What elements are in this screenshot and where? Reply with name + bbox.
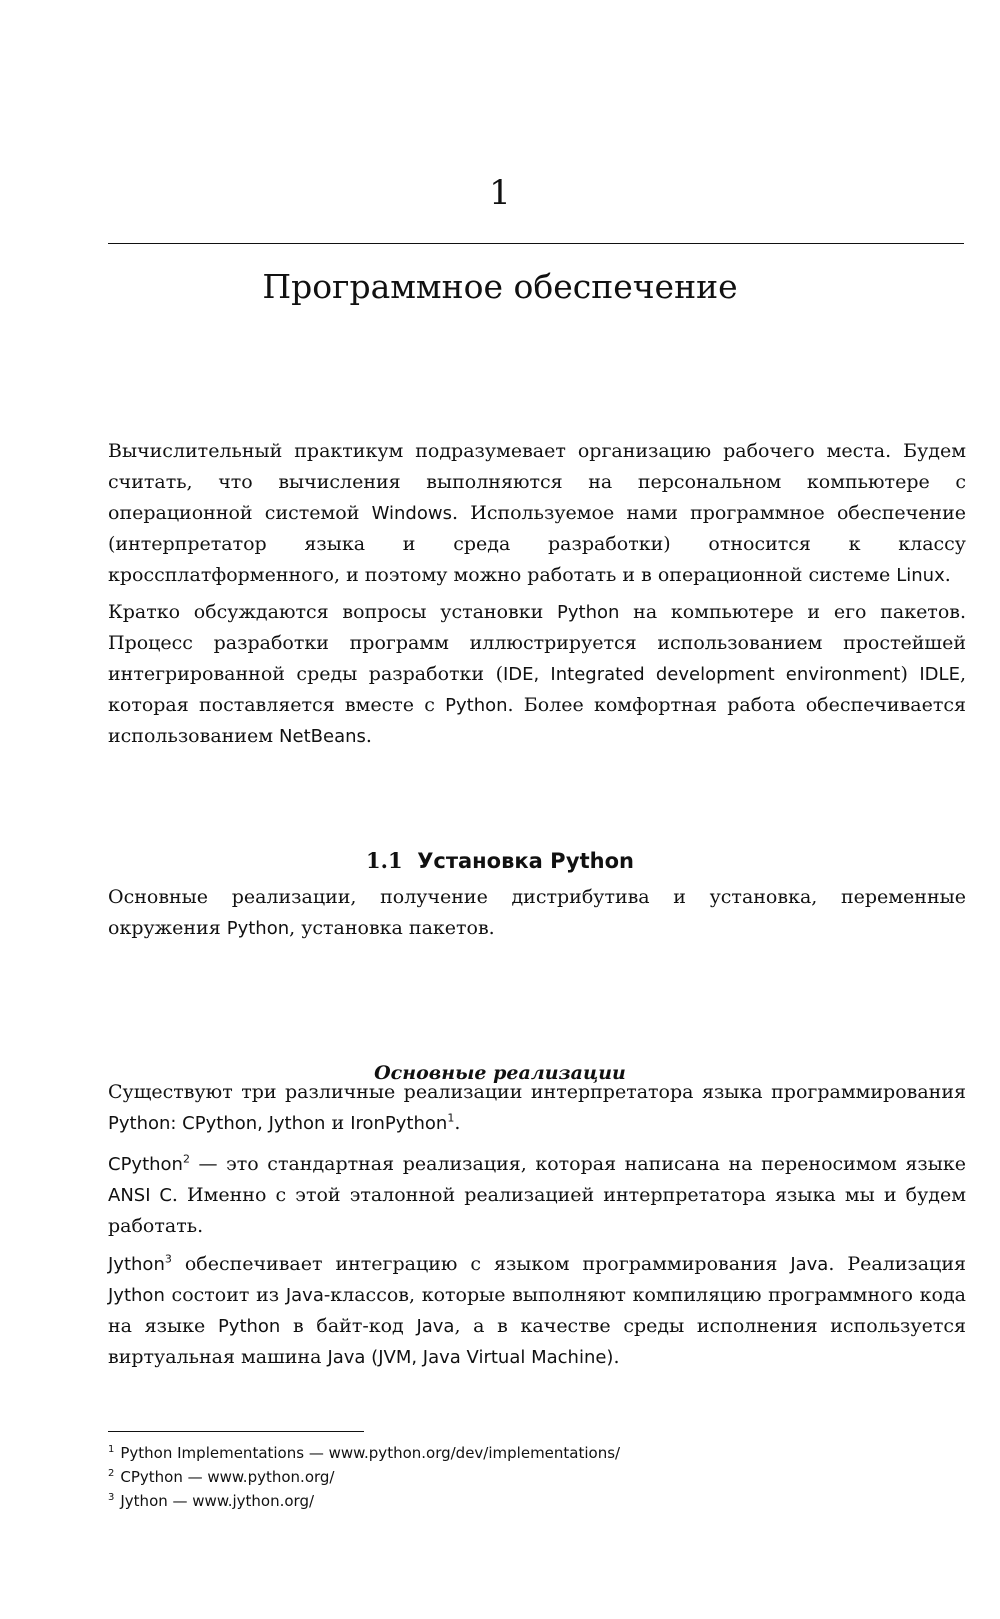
footnote-3: $^3$ Jython — www.jython.org/	[108, 1492, 315, 1510]
footnote-ref-3: 3	[164, 1252, 172, 1266]
chapter-divider	[108, 243, 964, 244]
subsection-paragraph-1: Существуют три различные реализации интерпретатора языка программирования Python: CPython, Jython и IronPython$^1$.	[108, 1081, 966, 1134]
footnote-1: $^1$ Python Implementations — www.python.org/dev/implementations/	[108, 1444, 621, 1462]
section-paragraph-1: Основные реализации, получение дистрибутива и установка, переменные окружения Python, установка пакетов.	[108, 886, 966, 939]
section-title: Установка Python	[417, 849, 634, 873]
footnote-ref-1: 1	[447, 1111, 455, 1125]
chapter-title: Программное обеспечение	[262, 267, 738, 306]
footnote-ref-2: 2	[182, 1152, 190, 1166]
section-heading	[0, 846, 1000, 876]
section-number: 1.1	[366, 848, 403, 873]
subsection-paragraph-3: Jython$^3$ обеспечивает интеграцию с языком программирования Java. Реализация Jython состоит из Java-классов, которые выполняют компиляцию программного кода на языке Python в байт-код Java, а в качестве среды исполнения используется виртуальная машина Java (JVM, Java Virtual Machine).	[108, 1252, 966, 1368]
subsection-paragraph-2: CPython$^2$ — это стандартная реализация, которая написана на переносимом языке ANSI C. Именно с этой эталонной реализацией интерпретатора языка мы и будем работать.	[108, 1152, 966, 1237]
chapter-number: 1	[489, 173, 511, 213]
subsection-heading: Основные реализации	[374, 1062, 626, 1084]
intro-paragraph-1: Вычислительный практикум подразумевает организацию рабочего места. Будем считать, что вычисления выполняются на персональном компьютере с операционной системой Windows. Используемое нами программное обеспечение (интерпретатор языка и среда разработки) относится к классу кроссплатформенного, и поэтому можно работать и в операционной системе Linux.	[108, 440, 966, 586]
intro-paragraph-2: Кратко обсуждаются вопросы установки Python на компьютере и его пакетов. Процесс разработки программ иллюстрируется использованием простейшей интегрированной среды разработки (IDE, Integrated development environment) IDLE, которая поставляется вместе с Python. Более комфортная работа обеспечивается использованием NetBeans.	[108, 601, 966, 747]
footnote-divider	[108, 1431, 364, 1432]
footnote-2: $^2$ CPython — www.python.org/	[108, 1468, 335, 1486]
